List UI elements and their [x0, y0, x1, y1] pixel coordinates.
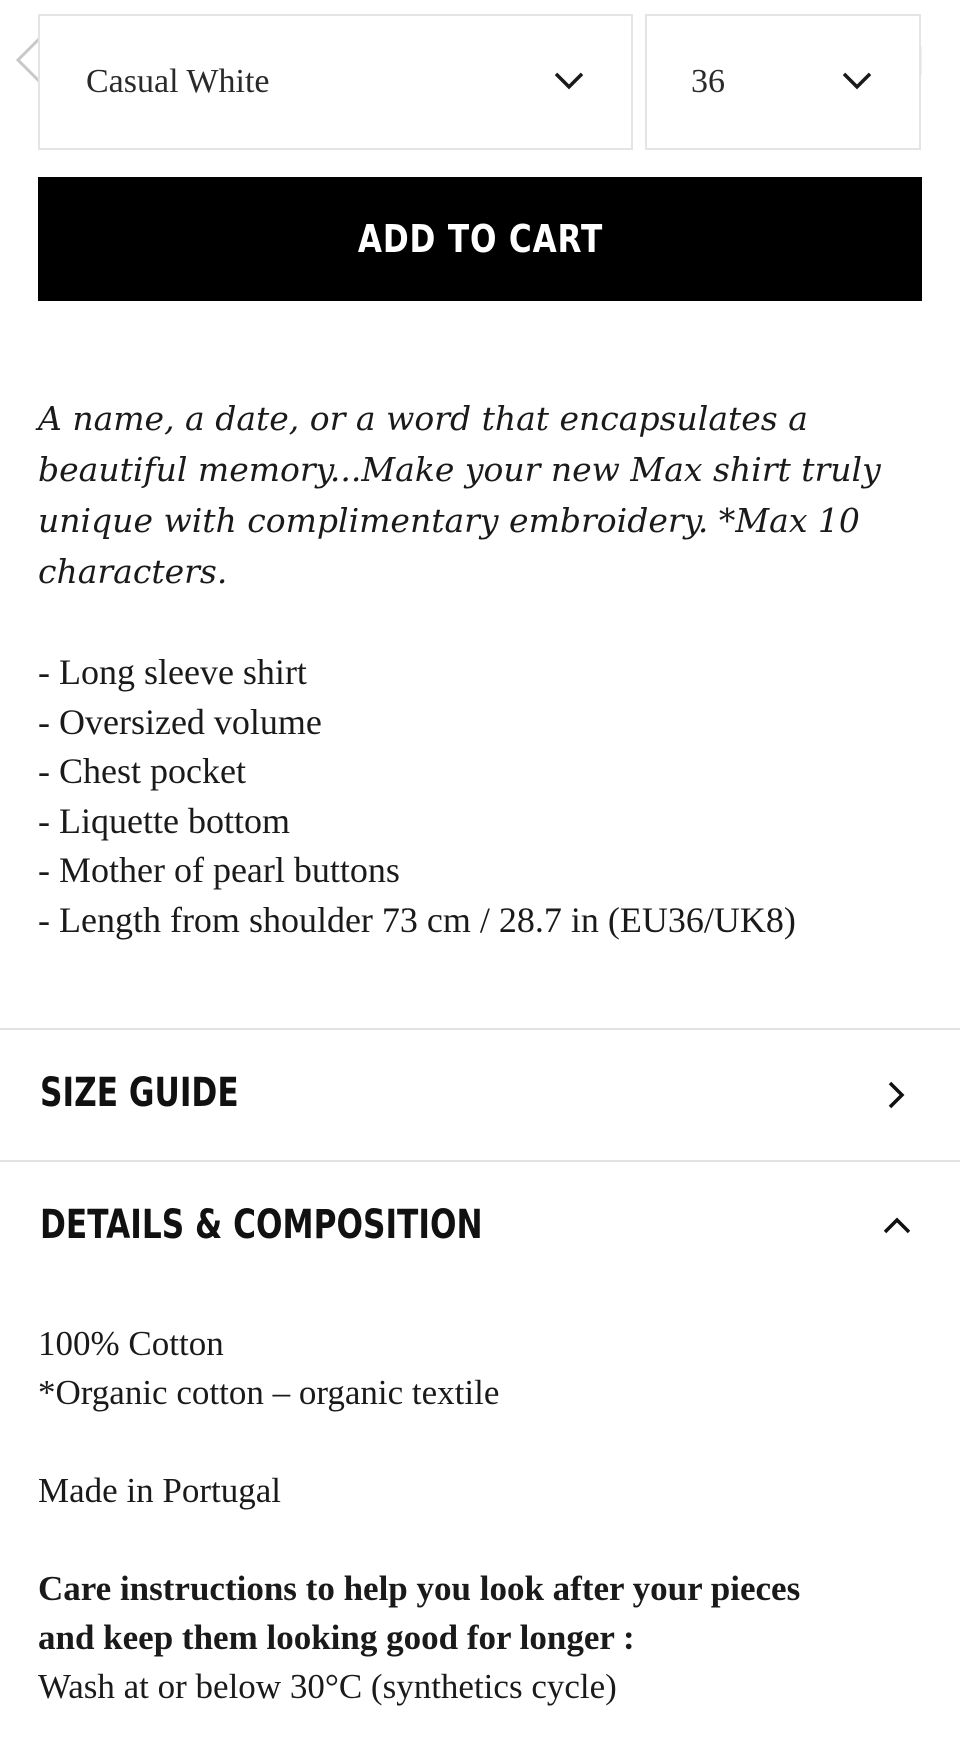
size-guide-title: SIZE GUIDE: [40, 1070, 239, 1116]
chevron-right-icon: [882, 1078, 910, 1112]
care-heading-line2: and keep them looking good for longer :: [38, 1618, 635, 1657]
wash-instruction: Wash at or below 30°C (synthetics cycle): [38, 1667, 617, 1706]
size-select[interactable]: [645, 14, 921, 150]
organic-text: *Organic cotton – organic textile: [38, 1373, 500, 1412]
size-select-value: 36: [691, 63, 725, 100]
chevron-up-icon: [880, 1212, 914, 1240]
size-guide-accordion[interactable]: [0, 1030, 960, 1160]
add-to-cart-button[interactable]: [38, 177, 922, 301]
product-description: A name, a date, or a word that encapsulates a beautiful memory...Make your new Max shirt truly unique with complimentary embroidery. *Max 10 characters.: [38, 399, 881, 591]
details-composition-title: DETAILS & COMPOSITION: [40, 1202, 483, 1248]
add-to-cart-label: ADD TO CART: [357, 217, 603, 261]
color-select-value: Casual White: [86, 63, 270, 100]
care-heading-line1: Care instructions to help you look after your pieces: [38, 1569, 801, 1608]
feature-item: - Mother of pearl buttons: [38, 850, 400, 890]
details-composition-accordion[interactable]: [0, 1162, 960, 1292]
feature-item: - Oversized volume: [38, 701, 322, 742]
color-select[interactable]: [38, 14, 633, 150]
feature-item: - Long sleeve shirt: [38, 652, 307, 692]
composition-text: 100% Cotton: [38, 1324, 224, 1363]
feature-item: - Chest pocket: [38, 751, 246, 791]
chevron-down-icon: [553, 70, 585, 92]
feature-item: - Liquette bottom: [38, 800, 290, 841]
feature-list: [38, 648, 938, 945]
chevron-down-icon: [841, 70, 873, 92]
feature-item: - Length from shoulder 73 cm / 28.7 in (EU36/UK8): [38, 899, 796, 940]
origin-text: Made in Portugal: [38, 1471, 282, 1510]
